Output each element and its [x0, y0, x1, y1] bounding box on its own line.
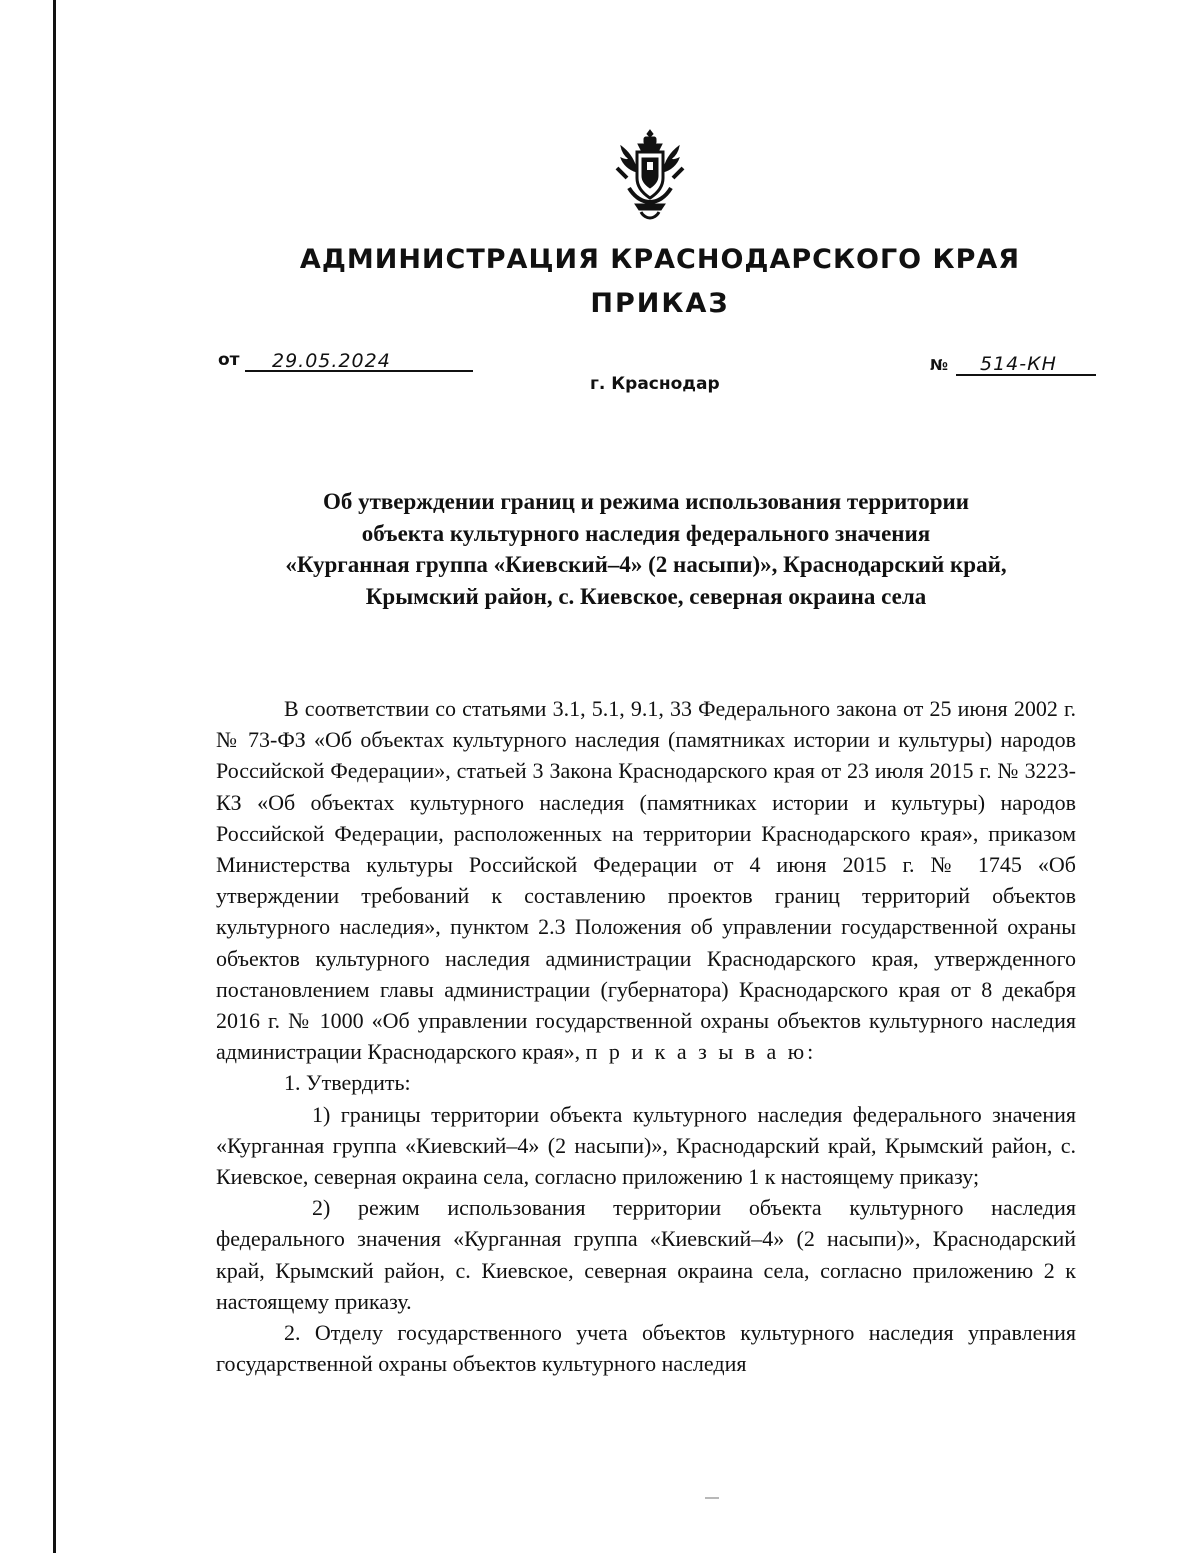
- preamble-text: В соответствии со статьями 3.1, 5.1, 9.1, 33 Федерального закона от 25 июня 2002 г. № 73-ФЗ «Об объектах культурного наследия (памятниках истории и культуры) народов Российской Федерации», статьей 3 Закона Краснодарского края от 23 июля 2015 г. № 3223-КЗ «Об объектах культурного наследия (памятниках истории и культуры) народов Российской Федерации, расположенных на территории Краснодарского края», приказом Министерства культуры Российской Федерации от 4 июня 2015 г. № 1745 «Об утверждении требований к составлению проектов границ территорий объектов культурного наследия», пунктом 2.3 Положения об управлении государственной охраны объектов культурного наследия администрации Краснодарского края, утвержденного постановлением главы администрации (губернатора) Краснодарского края от 8 декабря 2016 г. № 1000 «Об управлении государственной охраны объектов культурного наследия администрации Краснодарского края»,: [216, 696, 1076, 1065]
- subject-line: Крымский район, с. Киевское, северная окраина села: [365, 583, 927, 609]
- organization-title: АДМИНИСТРАЦИЯ КРАСНОДАРСКОГО КРАЯ: [299, 244, 1021, 275]
- date-label: от: [218, 350, 240, 370]
- order-word: п р и к а з ы в а ю:: [585, 1039, 817, 1065]
- document-type-title: ПРИКАЗ: [590, 288, 730, 319]
- item-1-2: 2) режим использования территории объекта культурного наследия федерального значения «Курганная группа «Киевский–4» (2 насыпи)», Краснодарский край, Крымский район, с. Киевское, северная окраина села, согласно приложению 2 к настоящему приказу.: [216, 1195, 1076, 1314]
- scan-artifact: [705, 1497, 719, 1499]
- preamble-paragraph: [216, 693, 1076, 1067]
- scan-edge-line: [53, 0, 56, 1553]
- date-value: 29.05.2024: [272, 350, 391, 372]
- number-value: 514-КН: [980, 353, 1057, 375]
- subject-line: Об утверждении границ и режима использования территории: [322, 489, 970, 514]
- number-label: №: [930, 356, 949, 374]
- item-1-1: 1) границы территории объекта культурного наследия федерального значения «Курганная группа «Киевский–4» (2 насыпи)», Краснодарский край, Крымский район, с. Киевское, северная окраина села, согласно приложению 1 к настоящему приказу;: [216, 1101, 1076, 1190]
- document-subject: [216, 486, 1076, 612]
- item-2: 2. Отделу государственного учета объектов культурного наследия управления государственной охраны объектов культурного наследия: [216, 1320, 1076, 1377]
- document-body: [216, 693, 1076, 1379]
- subject-line: объекта культурного наследия федерального значения: [361, 520, 931, 546]
- subject-line: «Курганная группа «Киевский–4» (2 насыпи)», Краснодарский край,: [285, 552, 1007, 577]
- item-1: 1. Утвердить:: [284, 1070, 411, 1096]
- coat-of-arms-icon: [611, 128, 689, 220]
- city-label: г. Краснодар: [590, 374, 720, 394]
